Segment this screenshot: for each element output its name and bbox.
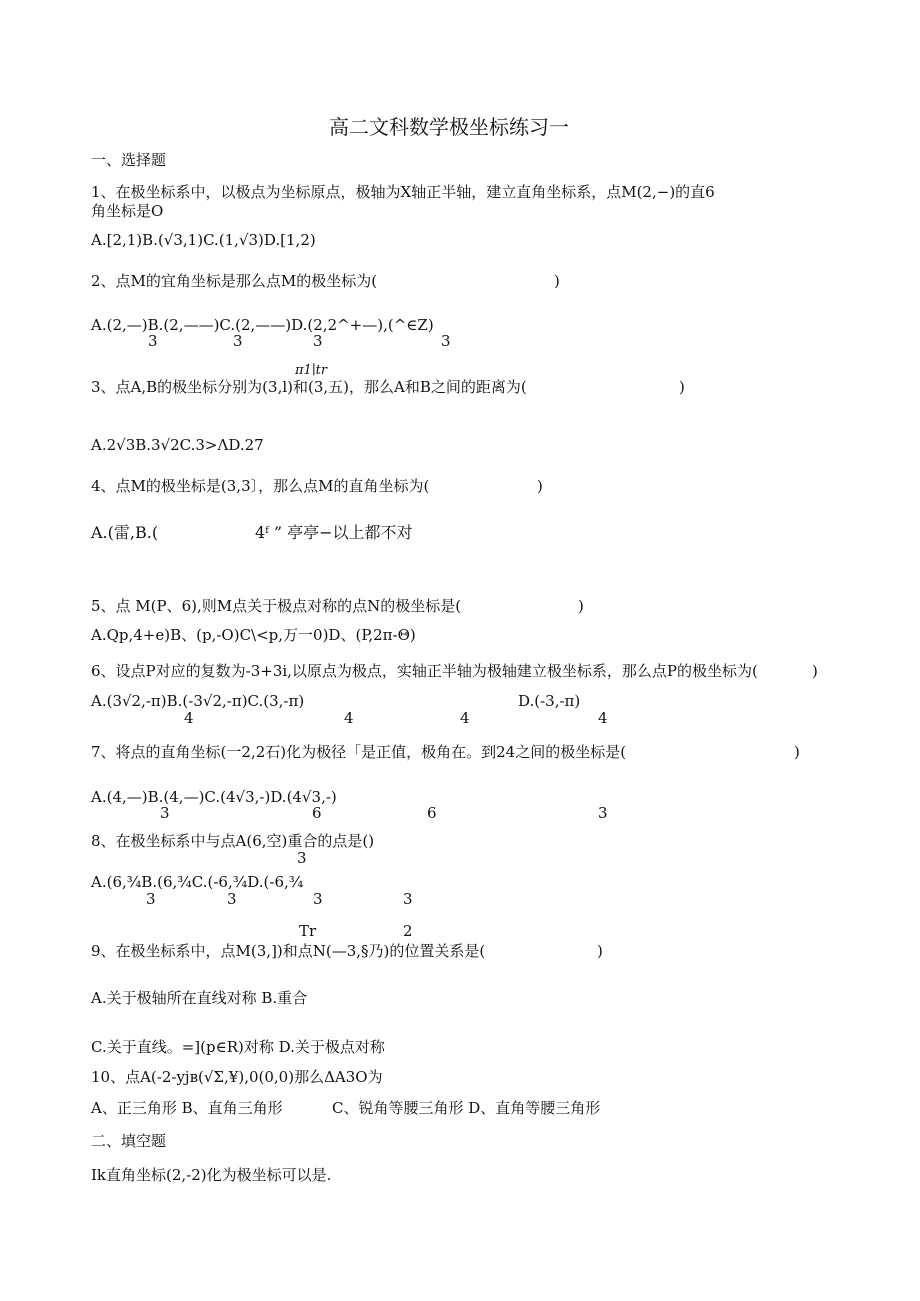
q8-subscript: 3 [146,890,156,908]
q8-stem-subscript: 3 [297,849,307,867]
section-heading-choice: 一、选择题 [91,151,167,169]
q7-stem: 7、将点的直角坐标(一2,2石)化为极径「是正值，极角在。到24之间的极坐标是( [91,743,627,761]
q10-options-cd: C、锐角等腰三角形 D、直角等腰三角形 [332,1099,601,1117]
section-heading-fill: 二、填空题 [91,1132,167,1150]
fill-question-1: Ik直角坐标(2,-2)化为极坐标可以是. [91,1166,332,1184]
q7-subscript: 6 [427,804,437,822]
q2-subscript: 3 [233,332,243,350]
q6-option-d: D.(-3,-π) [518,692,581,710]
q9-options-cd: C.关于直线。=](p∈R)对称 D.关于极点对称 [91,1038,385,1056]
q3-stem: 3、点A,B的极坐标分别为(3,l)和(3,五)，那么A和B之间的距离为( [91,378,527,396]
q7-subscript: 3 [598,804,608,822]
q6-paren-close: ) [812,662,818,680]
q8-subscript: 3 [313,890,323,908]
q2-subscript: 3 [441,332,451,350]
q7-subscript: 6 [312,804,322,822]
q4-stem: 4、点M的极坐标是(3,3〕，那么点M的直角坐标为( [91,477,430,495]
q5-options: A.Qp,4+e)B、(p,-O)C\<p,万一0)D、(P,2π-Θ) [91,626,416,644]
q8-options: A.(6,¾B.(6,¾C.(-6,¾D.(-6,¾ [91,873,304,891]
q6-options-abc: A.(3√2,-π)B.(-3√2,-π)C.(3,-π) [91,692,305,710]
q8-subscript: 3 [227,890,237,908]
q7-paren-close: ) [794,743,800,761]
q6-stem: 6、设点P对应的复数为-3+3i,以原点为极点，实轴正半轴为极轴建立极坐标系，那么点P的极坐标为( [91,662,758,680]
q8-stem: 8、在极坐标系中与点A(6,空)重合的点是() [91,832,375,850]
q10-stem: 10、点A(-2-yjʙ(√Σ,¥),0(0,0)那么ΔA3O为 [91,1068,383,1086]
q2-subscript: 3 [148,332,158,350]
q1-stem-line1: 1、在极坐标系中，以极点为坐标原点，极轴为X轴正半轴，建立直角坐标系，点M(2,−)的直6 [91,183,715,201]
q1-options: A.[2,1)B.(√3,1)C.(1,√3)D.[1,2) [91,231,316,249]
q3-paren-close: ) [679,378,685,396]
q10-options-ab: A、正三角形 B、直角三角形 [91,1099,283,1117]
q1-stem-line2: 角坐标是O [91,202,164,220]
q6-subscript: 4 [598,709,608,727]
q4-options-a: A.(雷,B.( [91,523,159,542]
q9-overscript: 2 [403,922,413,940]
q9-paren-close: ) [597,942,603,960]
q5-stem: 5、点 M(P、6),则M点关于极点对称的点N的极坐标是( [91,597,462,615]
q7-options: A.(4,—)B.(4,—)C.(4√3,-)D.(4√3,-) [91,788,337,806]
q6-subscript: 4 [460,709,470,727]
q4-paren-close: ) [537,477,543,495]
q7-subscript: 3 [160,804,170,822]
q3-options: A.2√3B.3√2C.3>ΛD.27 [91,436,264,454]
q9-stem: 9、在极坐标系中，点M(3,])和点N(—3,§乃)的位置关系是( [91,942,486,960]
q2-paren-close: ) [554,272,560,290]
page-title: 高二文科数学极坐标练习一 [329,115,569,139]
q3-overscript: π1∣tr [295,363,328,378]
q2-subscript: 3 [313,332,323,350]
q9-overscript: Tr [299,922,317,940]
q2-stem: 2、点M的宜角坐标是那么点M的极坐标为( [91,272,378,290]
q6-subscript: 4 [184,709,194,727]
q9-options-ab: A.关于极轴所在直线对称 B.重合 [91,989,308,1007]
q5-paren-close: ) [578,597,584,615]
q8-subscript: 3 [403,890,413,908]
q6-subscript: 4 [344,709,354,727]
q4-options-b: 4ᶠ ” 亭亭−以上都不对 [255,523,413,542]
q2-options: A.(2,—)B.(2,——)C.(2,——)D.(2,2^+—),(^∈Z) [91,316,434,334]
